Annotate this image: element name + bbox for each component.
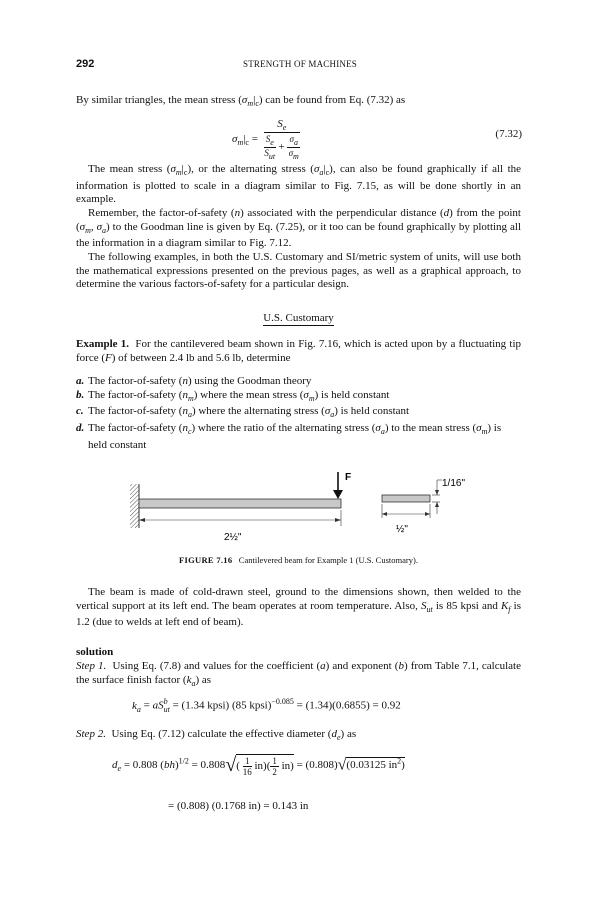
force-label: F <box>345 472 352 483</box>
cross-section <box>382 495 430 502</box>
list-item: a. The factor-of-safety (n) using the Goodman theory <box>76 375 312 387</box>
thickness-label: 1/16" <box>442 478 466 489</box>
paragraph-2: The mean stress $(\sigma_m|_c)$, or the alternating stress $(\sigma_a|_c)$, can also be found graphically if all the information is plotted to scale in a diagram similar to Fig. 7.15, as will be done shortly in an example. Remember, the factor-of-safety (n) associated with the perpendicular distance (d) from the point ($\sigma_m$, $\sigma_a$) to the Goodman line is given by Eq. (7.25), or it too can be found graphically by plotting all the information in a diagram similar to Fig. 7.12. The following examples, in both the U.S. Customary and SI/metric system of units, will use both the mathematical expressions presented on the previous pages, as well as a graphical approach, to determine the various factors-of-safety for a particular design. <box>76 163 522 291</box>
equation-number: (7.32) <box>495 128 522 140</box>
paragraph-5: The beam is made of cold-drawn steel, ground to the dimensions shown, then welded to the vertical support at its left end. The beam operates at room temperature. Also, $S_{ut}$ is 85 kpsi and $K_f$ is 1.2 (due to welds at left end of beam). <box>76 586 521 629</box>
list-item: d. The factor-of-safety $(n_c)$ where the ratio of the alternating stress $(\sigma_a)$ to the mean stress $(\sigma_m)$ is held constant <box>76 422 502 451</box>
solution-label: solution <box>76 646 114 658</box>
thick-arrow-bottom <box>435 502 439 507</box>
paragraph-4: The following examples, in both the U.S. Customary and SI/metric system of units, will use both the mathematical expressions presented on the previous pages, as well as a graphical approach, to determine the various factors-of-safety for a particular design. <box>76 250 521 291</box>
step-1: Step 1. Using Eq. (7.8) and values for the coefficient (a) and exponent (b) from Table 7.1, calculate the surface finish factor $(k_a)$ as <box>76 660 521 688</box>
width-label: ½" <box>396 524 408 535</box>
equation-de-line2: = (0.808) (0.1768 in) = 0.143 in <box>168 800 309 812</box>
running-title: STRENGTH OF MACHINES <box>242 59 357 69</box>
running-header <box>76 58 524 72</box>
equation-ka: $k_a = aS^b_{ut} = (1.34$ kpsi) (85 kpsi)$^{-0.085}$ = (1.34)(0.6855) = 0.92 <box>132 697 401 714</box>
width-arrow-left <box>382 512 387 516</box>
dim-arrow-right <box>335 518 341 522</box>
list-item: c. The factor-of-safety $(n_a)$ where the alternating stress $(\sigma_a)$ is held constant <box>76 405 410 420</box>
wall-support <box>130 484 139 528</box>
question-list <box>76 375 521 453</box>
list-item: b. The factor-of-safety $(n_m)$ where the mean stress $(\sigma_m)$ is held constant <box>76 388 390 403</box>
thick-arrow-top <box>435 490 439 495</box>
dim-arrow-left <box>139 518 145 522</box>
width-arrow-right <box>425 512 430 516</box>
figure-7-16 <box>120 462 500 548</box>
paragraph-1: By similar triangles, the mean stress $(\sigma_m|_c)$ can be found from Eq. (7.32) as <box>76 94 406 109</box>
force-arrowhead <box>333 490 343 499</box>
section-title: U.S. Customary <box>263 312 334 324</box>
step-2: Step 2. Using Eq. (7.12) calculate the effective diameter $(d_e)$ as <box>76 728 357 743</box>
example-1: Example 1. For the cantilevered beam shown in Fig. 7.16, which is acted upon by a fluctuating tip force (F) of between 2.4 lb and 5.6 lb, determine <box>76 338 521 364</box>
page-number: 292 <box>76 58 95 70</box>
equation-7-32: $\sigma_m|_c$ = $S_e$ $\frac{S_e}{S_{ut}}$ + $\frac{\sigma_a}{\sigma_m}$ <box>232 118 299 161</box>
length-label: 2½" <box>224 532 242 543</box>
equation-de-line1: $d_e = 0.808$ (bh)$^{1/2}$ = 0.808√( $\frac{1}{16}$ in)( $\frac{1}{2}$ in) = (0.808)√(0.03125 $in^2$) <box>112 754 405 777</box>
figure-caption: FIGURE 7.16 Cantilevered beam for Example 1 (U.S. Customary). <box>179 555 418 565</box>
beam <box>139 499 341 508</box>
